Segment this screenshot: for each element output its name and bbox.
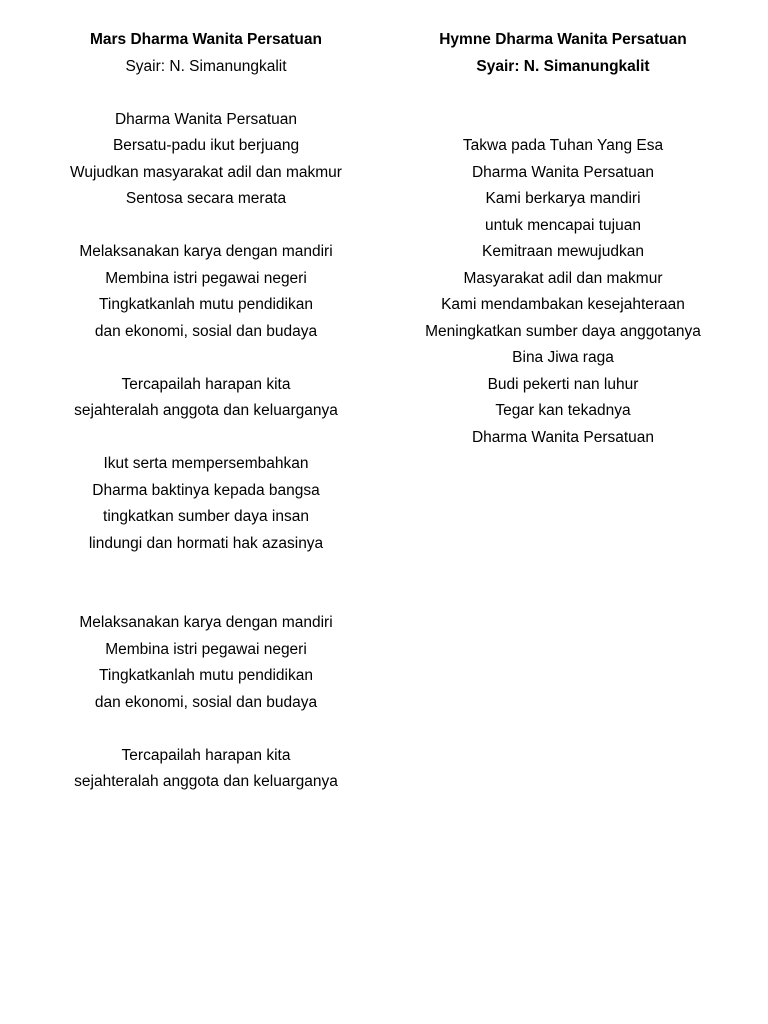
lyric-line: Takwa pada Tuhan Yang Esa [462,137,664,154]
mars-song-column [30,27,382,796]
lyric-line: Membina istri pegawai negeri [105,640,307,658]
lyric-line: Ikut serta mempersembahkan [103,455,309,472]
lyric-line: Dharma baktinya kepada bangsa [92,481,320,499]
lyric-line: Melaksanakan karya dengan mandiri [79,243,333,260]
mars-title: Mars Dharma Wanita Persatuan [89,31,322,48]
lyric-line: Meningkatkan sumber daya anggotanya [425,322,701,340]
lyric-line: Membina istri pegawai negeri [105,269,307,287]
lyric-line: Kemitraan mewujudkan [482,243,644,260]
lyric-line: untuk mencapai tujuan [485,216,641,234]
lyric-line: Tercapailah harapan kita [121,375,291,393]
lyric-line: Kami mendambakan kesejahteraan [441,296,685,313]
lyric-line: Dharma Wanita Persatuan [114,110,298,128]
lyric-line: Masyarakat adil dan makmur [463,269,663,287]
lyric-line: lindungi dan hormati hak azasinya [88,534,324,552]
lyric-line: Budi pekerti nan luhur [487,375,639,393]
lyric-line: tingkatkan sumber daya insan [103,508,309,525]
lyric-line: sejahteralah anggota dan keluarganya [74,402,338,419]
lyric-line: Tercapailah harapan kita [121,746,291,764]
lyric-line: Bina Jiwa raga [512,349,614,366]
hymne-song-column [392,27,734,451]
lyric-line: Sentosa secara merata [125,190,287,207]
lyric-line: Tingkatkanlah mutu pendidikan [99,296,313,313]
lyric-line: Tegar kan tekadnya [495,402,631,419]
lyric-line: Melaksanakan karya dengan mandiri [79,614,333,631]
lyric-line: Bersatu-padu ikut berjuang [112,137,300,154]
lyric-line: sejahteralah anggota dan keluarganya [74,773,338,790]
lyric-line: Dharma Wanita Persatuan [471,428,655,446]
hymne-title: Hymne Dharma Wanita Persatuan [439,31,687,48]
lyric-line: Dharma Wanita Persatuan [471,163,655,181]
hymne-author: Syair: N. Simanungkalit [476,57,650,75]
mars-author: Syair: N. Simanungkalit [125,57,287,75]
lyric-line: dan ekonomi, sosial dan budaya [94,322,318,340]
lyric-line: Wujudkan masyarakat adil dan makmur [70,163,342,181]
lyric-line: dan ekonomi, sosial dan budaya [94,693,318,711]
lyric-line: Tingkatkanlah mutu pendidikan [99,667,313,684]
lyric-line: Kami berkarya mandiri [485,190,641,207]
